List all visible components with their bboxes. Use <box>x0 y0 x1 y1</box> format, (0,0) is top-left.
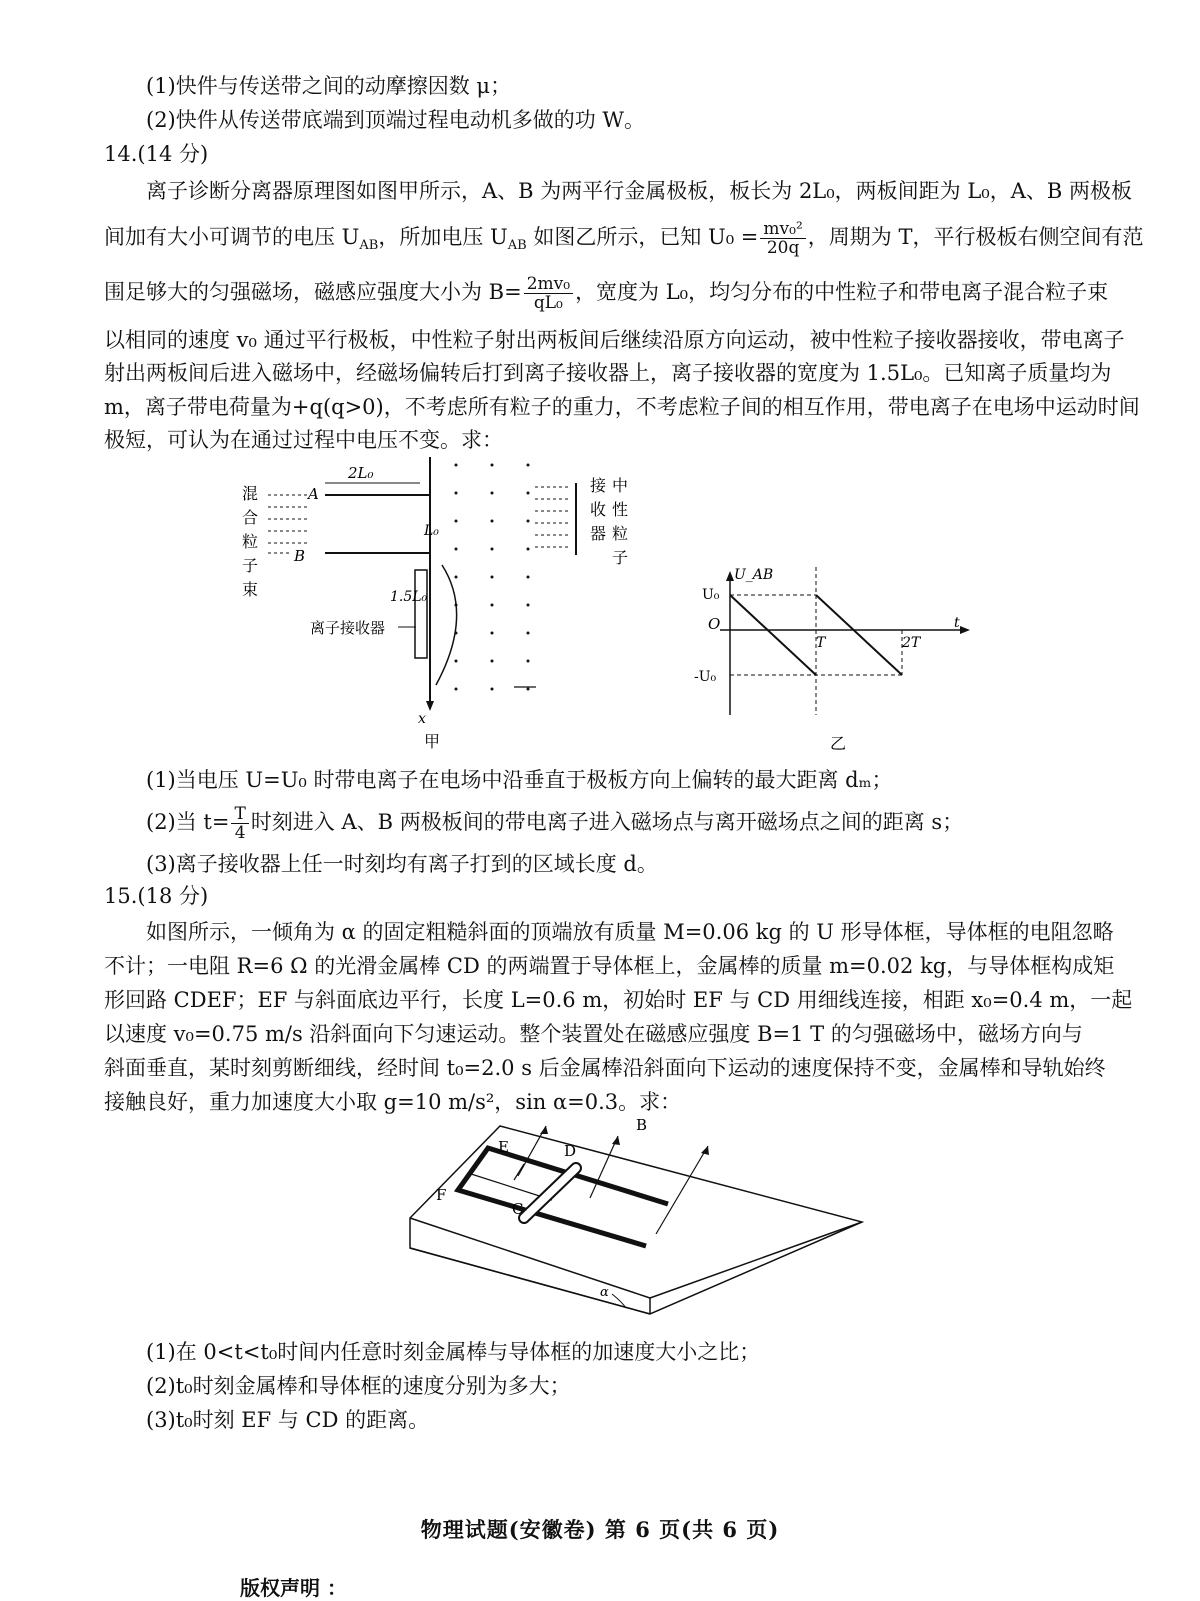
label-2t: 2T <box>902 635 921 651</box>
svg-text:粒: 粒 <box>242 532 259 551</box>
label-ion-receiver: 离子接收器 <box>310 619 386 637</box>
label-origin: O <box>708 615 721 633</box>
page-footer: 物理试题(安徽卷) 第 6 页(共 6 页) <box>420 1517 780 1542</box>
svg-text:器: 器 <box>590 524 607 543</box>
problem-14-text-5: 射出两板间后进入磁场中，经磁场偏转后打到离子接收器上，离子接收器的宽度为 1.5L₀。已知离子质量均为 <box>104 361 1112 385</box>
problem-14-question-1: (1)当电压 U=U₀ 时带电离子在电场中沿垂直于极板方向上偏转的最大距离 dₘ； <box>146 768 893 792</box>
problem-15-question-2: (2)t₀时刻金属棒和导体框的速度分别为多大； <box>146 1374 571 1398</box>
problem-14-text-3: 围足够大的匀强磁场，磁感应强度大小为 B= $\frac{\text{2mv₀}}{\text{qL₀}}$ ，宽度为 L₀，均匀分布的中性粒子和带电离子混合粒子束 <box>104 274 1109 313</box>
particle-beam-lines <box>268 495 308 553</box>
label-x: x <box>418 711 426 727</box>
problem-15-text-1: 如图所示，一倾角为 α 的固定粗糙斜面的顶端放有质量 M=0.06 kg 的 U 形导体框，导体框的电阻忽略 <box>146 920 1114 944</box>
problem-14-question-3: (3)离子接收器上任一时刻均有离子打到的区域长度 d。 <box>146 852 658 876</box>
fraction-u0: $\frac{\text{mv₀²}}{20q}$ <box>760 220 805 257</box>
copyright-notice: 版权声明 ： <box>240 1576 347 1600</box>
label-u0: U₀ <box>702 587 720 603</box>
problem-14-header: 14.(14 分) <box>104 142 209 166</box>
problem-14-text-4: 以相同的速度 v₀ 通过平行极板，中性粒子射出两板间后继续沿原方向运动，被中性粒子接收器接收，带电离子 <box>104 328 1125 352</box>
label-b: B <box>294 547 306 565</box>
label-l0: L₀ <box>424 523 439 539</box>
problem-14-text-6: m，离子带电荷量为+q(q>0)，不考虑所有粒子的重力，不考虑粒子间的相互作用，带电离子在电场中运动时间 <box>104 395 1140 419</box>
label-f: F <box>436 1186 447 1204</box>
svg-text:收: 收 <box>590 500 607 519</box>
svg-text:接: 接 <box>590 476 607 495</box>
label-t-axis: t <box>954 615 960 631</box>
label-2l0: 2L₀ <box>348 464 374 482</box>
problem-15-text-4: 以速度 v₀=0.75 m/s 沿斜面向下匀速运动。整个装置处在磁感应强度 B=1 T 的匀强磁场中，磁场方向与 <box>104 1022 1083 1046</box>
problem-15-text-2: 不计；一电阻 R=6 Ω 的光滑金属棒 CD 的两端置于导体框上，金属棒的质量 m=0.02 kg，与导体框构成矩 <box>104 954 1115 978</box>
svg-text:性: 性 <box>612 500 629 519</box>
label-t-period: T <box>816 635 826 651</box>
label-neg-u0: -U₀ <box>694 669 717 685</box>
svg-text:混: 混 <box>242 484 259 503</box>
beam-label <box>242 484 258 599</box>
label-d: D <box>564 1142 577 1160</box>
problem-15-text-5: 斜面垂直，某时刻剪断细线，经时间 t₀=2.0 s 后金属棒沿斜面向下运动的速度保持不变，金属棒和导轨始终 <box>104 1056 1106 1080</box>
svg-text:粒: 粒 <box>612 524 629 543</box>
label-a: A <box>308 485 319 503</box>
caption-jia: 甲 <box>424 732 441 751</box>
svg-text:中: 中 <box>612 476 629 495</box>
problem-14-text-1: 离子诊断分离器原理图如图甲所示，A、B 为两平行金属极板，板长为 2L₀，两板间距为 L₀，A、B 两极板 <box>146 179 1132 203</box>
neutral-beam-lines <box>535 487 570 547</box>
u-axis-arrow <box>726 571 734 581</box>
label-e: E <box>498 1138 509 1156</box>
x-axis-arrow <box>426 701 434 711</box>
ion-receiver <box>415 570 427 658</box>
svg-text:合: 合 <box>242 508 259 527</box>
label-alpha: α <box>600 1285 609 1300</box>
figure-incline <box>400 1118 870 1318</box>
problem-14-text-2: 间加有大小可调节的电压 $U_{AB}$，所加电压 $U_{AB}$ 如图乙所示，已知 U₀ = $\frac{\text{mv₀²}}{20q}$ ，周期为 T，平行极板右侧空间有范 <box>104 219 1144 258</box>
t-axis-arrow <box>960 626 970 634</box>
caption-yi: 乙 <box>830 734 847 753</box>
svg-text:子: 子 <box>242 556 259 575</box>
label-b-field: B <box>636 1118 648 1134</box>
svg-text:束: 束 <box>242 580 259 599</box>
fraction-t-over-4: $\frac{T}{4}$ <box>231 805 248 842</box>
label-uab: U_AB <box>734 567 774 583</box>
problem-15-text-6: 接触良好，重力加速度大小取 g=10 m/s²，sin α=0.3。求： <box>104 1090 682 1114</box>
svg-text:子: 子 <box>612 548 629 567</box>
neutral-receiver-label <box>590 476 628 567</box>
guide-lines <box>730 567 902 715</box>
label-c: C <box>512 1200 524 1218</box>
incline-body <box>410 1126 862 1314</box>
problem-14-text-7: 极短，可认为在通过过程中电压不变。求： <box>104 428 503 452</box>
fraction-b: $\frac{\text{2mv₀}}{\text{qL₀}}$ <box>524 275 573 312</box>
figure-jia <box>230 455 650 755</box>
problem-14-question-2: (2)当 t= $\frac{T}{4}$ 时刻进入 A、B 两极板间的带电离子进入磁场点与离开磁场点之间的距离 s； <box>146 804 964 843</box>
prev-question-2: (2)快件从传送带底端到顶端过程电动机多做的功 W。 <box>146 108 646 132</box>
ion-trajectory <box>436 565 457 685</box>
problem-15-header: 15.(18 分) <box>104 884 209 908</box>
problem-15-question-3: (3)t₀时刻 EF 与 CD 的距离。 <box>146 1408 430 1432</box>
problem-15-question-1: (1)在 0<t<t₀时间内任意时刻金属棒与导体框的加速度大小之比； <box>146 1340 761 1364</box>
magnetic-field-dots <box>455 464 530 691</box>
problem-15-text-3: 形回路 CDEF；EF 与斜面底边平行，长度 L=0.6 m，初始时 EF 与 CD 用细线连接，相距 x₀=0.4 m，一起 <box>104 988 1133 1012</box>
label-1-5l0: 1.5L₀ <box>390 589 428 605</box>
figure-yi <box>690 565 990 755</box>
prev-question-1: (1)快件与传送带之间的动摩擦因数 μ； <box>146 74 512 98</box>
